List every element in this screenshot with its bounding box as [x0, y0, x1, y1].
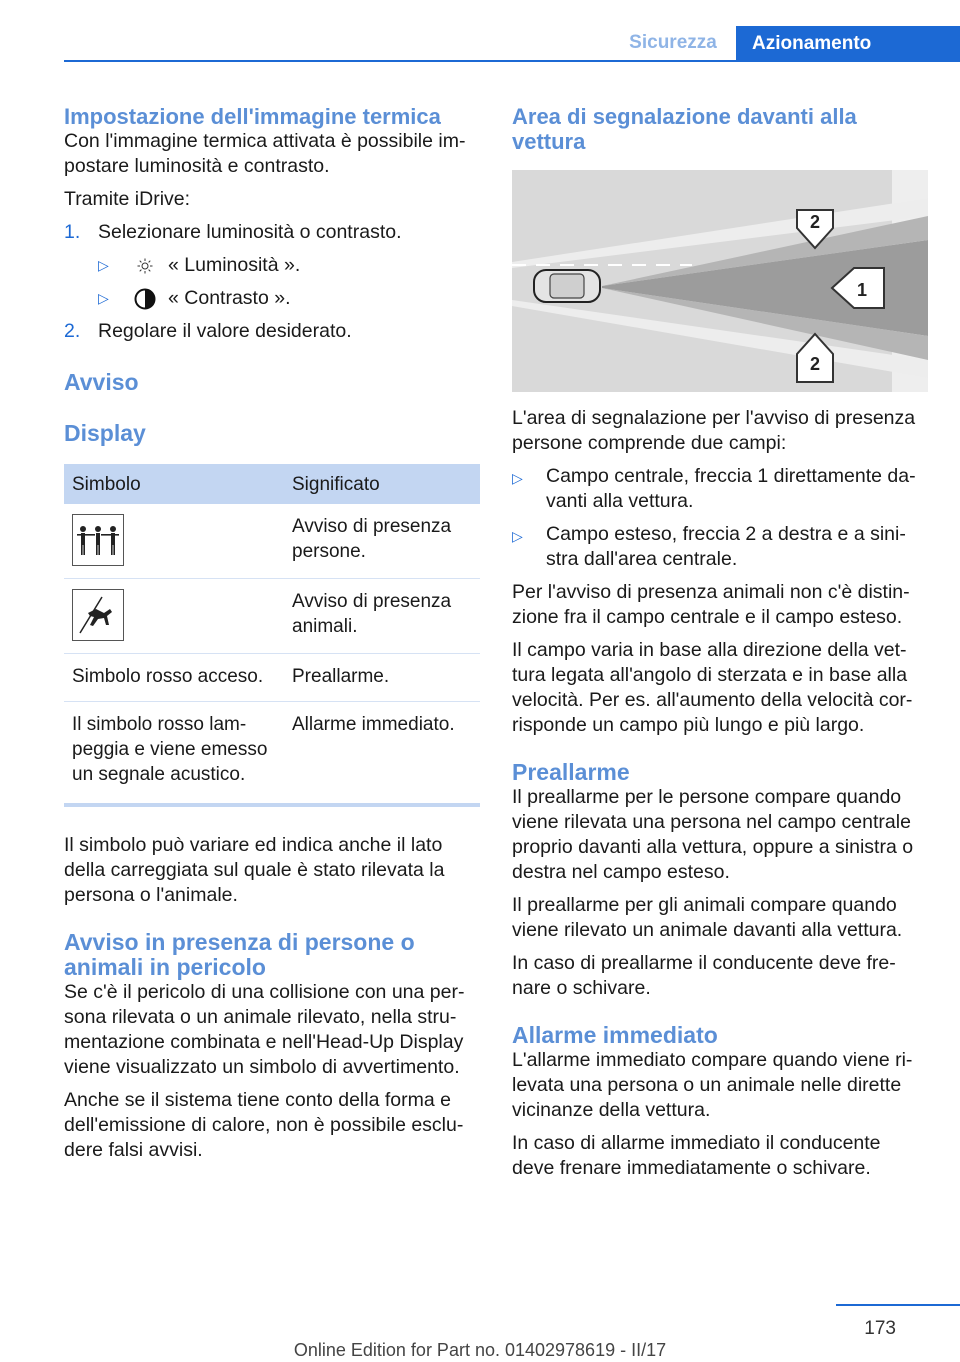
step-2	[64, 319, 478, 344]
table-cell-symbol	[64, 579, 284, 654]
table-header-row	[64, 464, 480, 504]
animal-warning-icon	[72, 589, 124, 641]
table-cell-symbol: Simbolo rosso acceso.	[64, 654, 284, 702]
triangle-bullet-icon: ▷	[98, 290, 109, 306]
paragraph-idrive: Tramite iDrive:	[64, 188, 191, 210]
edition-footer: Online Edition for Part no. 01402978619 - II/17	[293, 1340, 667, 1360]
table-cell-symbol: Il simbolo rosso lam‐peggia e viene emesso un segnale acustico.	[72, 714, 268, 785]
paragraph-warning-area: L'area di segnalazione per l'avviso di presenza persone comprende due campi:	[512, 407, 916, 454]
warning-area-diagram	[512, 170, 928, 392]
triangle-bullet-icon: ▷	[512, 470, 523, 486]
bullet-contrast	[98, 286, 478, 311]
svg-text:2: 2	[809, 354, 821, 374]
header-rule	[64, 60, 960, 62]
contrast-icon	[130, 288, 160, 310]
paragraph-thermal: Con l'immagine termica attivata è possibile im‐postare luminosità e contrasto.	[64, 130, 466, 177]
heading-danger-warning: Avviso in presenza di persone o animali in pericolo	[64, 929, 415, 980]
col-header-meaning: Significato	[284, 464, 480, 504]
paragraph-symbol-varies: Il simbolo può variare ed indica anche il lato della carreggiata sul quale è stato rilevata la persona o l'animale.	[64, 834, 445, 906]
triangle-bullet-icon: ▷	[512, 528, 523, 544]
bullet-brightness-text: « Luminosità ».	[168, 254, 301, 276]
heading-immediate-alarm: Allarme immediato	[512, 1022, 718, 1048]
svg-text:1: 1	[856, 280, 868, 300]
page-number: 173	[864, 1318, 896, 1339]
table-cell-meaning: Allarme immediato.	[292, 714, 455, 735]
triangle-bullet-icon: ▷	[98, 257, 109, 273]
table-row	[64, 654, 480, 702]
table-cell-meaning: Avviso di presenza persone.	[284, 504, 480, 579]
heading-avviso: Avviso	[64, 369, 139, 395]
heading-thermal-image: Impostazione dell'immagine termica	[64, 104, 441, 129]
paragraph-immediate-1: L'allarme immediato compare quando viene ri‐levata una persona o un animale nelle dirette vicinanze della vettura.	[512, 1049, 913, 1121]
step-1-text: Selezionare luminosità o contrasto.	[98, 221, 402, 243]
footer-rule	[836, 1304, 960, 1306]
left-column	[64, 100, 478, 1171]
persons-warning-icon	[72, 514, 124, 566]
table-cell-meaning: Preallarme.	[284, 654, 480, 702]
col-header-symbol: Simbolo	[64, 464, 284, 504]
paragraph-prealarm-3: In caso di preallarme il conducente deve fre‐nare o schivare.	[512, 952, 896, 999]
step-1	[64, 220, 478, 245]
paragraph-prealarm-2: Il preallarme per gli animali compare quando viene rilevato un animale davanti alla vettura.	[512, 894, 903, 941]
table-bottom-rule	[64, 803, 480, 807]
heading-prealarm: Preallarme	[512, 759, 630, 785]
table-cell-symbol	[64, 504, 284, 579]
brightness-icon	[130, 258, 160, 274]
table-cell-meaning: Avviso di presenza animali.	[284, 579, 480, 654]
paragraph-danger-2: Anche se il sistema tiene conto della forma e dell'emissione di calore, non è possibile esclu‐dere falsi avvisi.	[64, 1089, 464, 1161]
step-1-number: 1.	[64, 221, 81, 243]
paragraph-prealarm-1: Il preallarme per le persone compare quando viene rilevata una persona nel campo centrale proprio davanti alla vettura, oppure a sinistra o destra nel campo esteso.	[512, 786, 914, 883]
step-2-text: Regolare il valore desiderato.	[98, 320, 352, 342]
bullet-brightness	[98, 253, 478, 278]
paragraph-field: Il campo varia in base alla direzione della vet‐tura legata all'angolo di sterzata e in base alla velocità. Per es. all'aumento della velocità cor‐risponde un campo più lungo e più largo.	[512, 639, 913, 736]
list-item	[512, 522, 928, 572]
list-item	[512, 464, 928, 514]
bullet-contrast-text: « Contrasto ».	[168, 287, 291, 309]
heading-display: Display	[64, 420, 146, 446]
paragraph-immediate-2: In caso di allarme immediato il conducente deve frenare immediatamente o schivare.	[512, 1132, 881, 1179]
table-row	[64, 702, 480, 804]
step-2-number: 2.	[64, 320, 81, 342]
heading-warning-area: Area di segnalazione davanti alla vettura	[512, 104, 857, 154]
paragraph-danger-1: Se c'è il pericolo di una collisione con una per‐sona rilevata o un animale rilevato, nella stru‐mentazione combinata e nell'Head-Up Display viene visualizzato un simbolo di avvertimento.	[64, 981, 465, 1078]
table-row	[64, 579, 480, 654]
chapter-tab: Azionamento	[736, 26, 960, 62]
list-item-text: Campo centrale, freccia 1 direttamente da‐vanti alla vettura.	[546, 465, 916, 512]
svg-text:2: 2	[809, 212, 821, 232]
list-item-text: Campo esteso, freccia 2 a destra e a sini‐stra dall'area centrale.	[546, 523, 906, 570]
right-column	[512, 100, 928, 1189]
paragraph-animals: Per l'avviso di presenza animali non c'è distin‐zione fra il campo centrale e il campo esteso.	[512, 581, 910, 628]
section-tab: Sicurezza	[629, 32, 717, 53]
table-row	[64, 504, 480, 579]
symbol-table	[64, 464, 480, 803]
car-top-view	[534, 270, 600, 302]
